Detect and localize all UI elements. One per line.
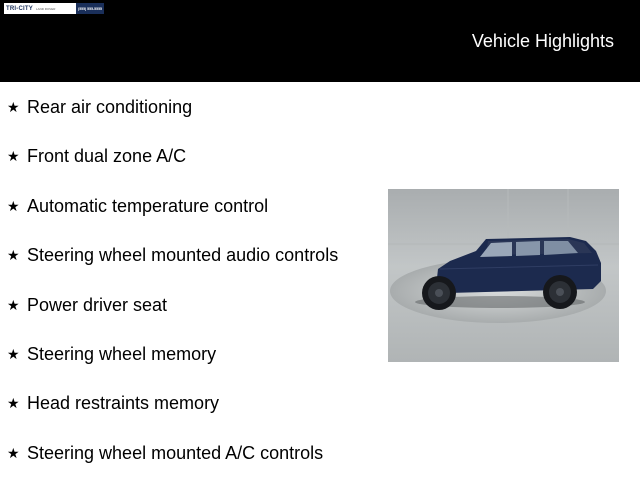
list-item <box>7 145 338 194</box>
feature-label: Steering wheel mounted audio controls <box>27 245 339 266</box>
vehicle-image <box>388 189 619 362</box>
star-icon: ★ <box>7 444 20 461</box>
logo-brand: TRI-CITY <box>6 5 33 12</box>
vehicle-photo[interactable] <box>388 189 619 362</box>
logo-subtitle: LAND ROVER <box>35 6 56 11</box>
list-item <box>7 244 338 293</box>
feature-label: Steering wheel mounted A/C controls <box>27 442 324 463</box>
list-item <box>7 195 338 244</box>
logo-phone: (555) 555-5555 <box>76 3 104 14</box>
header-banner <box>0 0 640 82</box>
star-icon: ★ <box>7 99 20 115</box>
star-icon: ★ <box>7 296 20 313</box>
star-icon: ★ <box>7 148 20 165</box>
list-item <box>7 442 338 491</box>
star-icon: ★ <box>7 345 20 362</box>
feature-label: Front dual zone A/C <box>27 146 187 167</box>
list-item <box>7 343 338 392</box>
dealer-logo[interactable] <box>4 3 104 14</box>
page-title: Vehicle Highlights <box>471 31 614 51</box>
list-item <box>7 392 338 441</box>
feature-label: Power driver seat <box>27 294 168 315</box>
feature-label: Automatic temperature control <box>27 195 269 216</box>
star-icon: ★ <box>7 395 20 412</box>
list-item <box>7 294 338 343</box>
list-item <box>7 96 338 145</box>
feature-list <box>7 96 338 491</box>
feature-label: Steering wheel memory <box>27 343 217 364</box>
feature-label: Head restraints memory <box>27 393 220 414</box>
star-icon: ★ <box>7 247 20 264</box>
star-icon: ★ <box>7 197 20 214</box>
feature-label: Rear air conditioning <box>27 97 193 117</box>
